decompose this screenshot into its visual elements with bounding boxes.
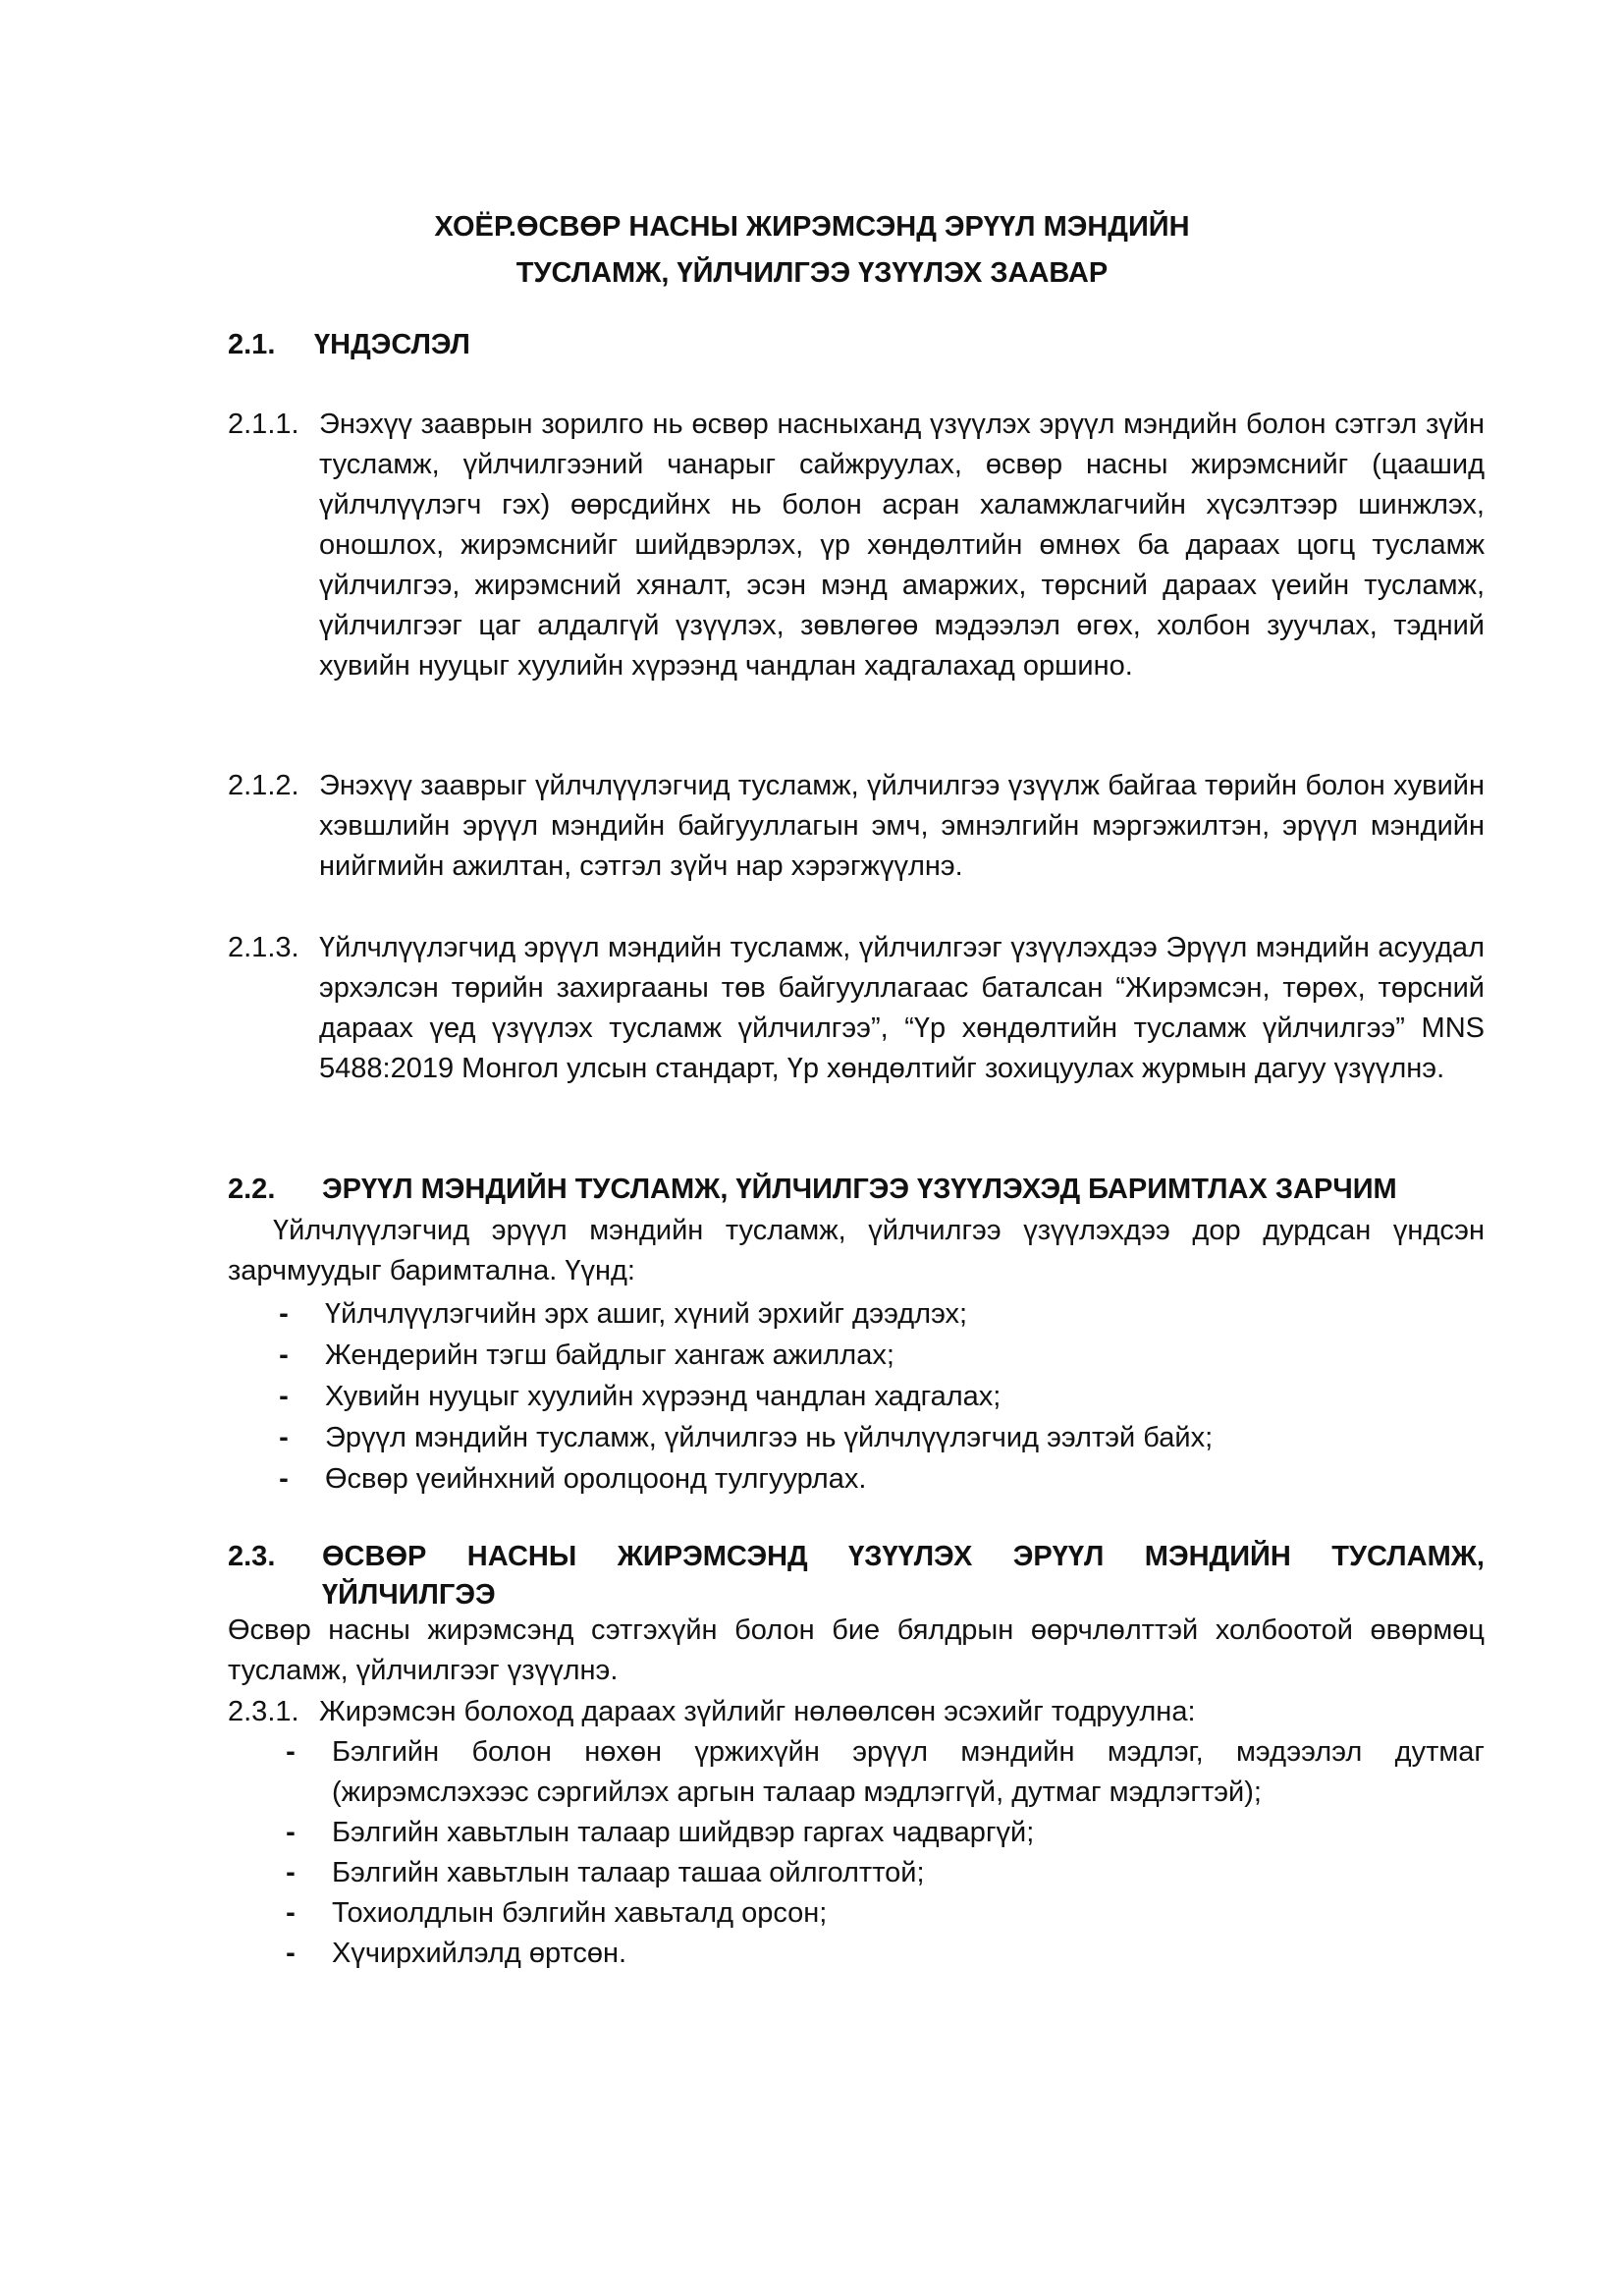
- title-line-2: ТУСЛАМЖ, ҮЙЛЧИЛГЭЭ ҮЗҮҮЛЭХ ЗААВАР: [515, 257, 1109, 289]
- list-item: - Тохиолдлын бэлгийн хавьталд орсон;: [286, 1897, 828, 1929]
- list-item: - Өсвөр үеийнхний оролцоонд тулгуурлах.: [279, 1463, 867, 1495]
- document-title: [0, 204, 1624, 297]
- item-number: 2.1.2.: [228, 770, 299, 801]
- section-number: 2.1.: [228, 329, 276, 360]
- list-item: - Бэлгийн хавьтлын талаар ташаа ойлголттой;: [286, 1857, 925, 1888]
- section-2-3-intro: Өсвөр насны жирэмсэнд сэтгэхүйн болон бие бялдрын өөрчлөлттэй холбоотой өвөрмөц тусламж, үйлчилгээг үзүүлнэ.: [228, 1614, 1485, 1686]
- item-2-3-1-text: Жирэмсэн болоход дараах зүйлийг нөлөөлсөн эсэхийг тодруулна:: [319, 1696, 1196, 1727]
- title-line-1: ХОЁР.ӨСВӨР НАСНЫ ЖИРЭМСЭНД ЭРҮҮЛ МЭНДИЙН: [434, 211, 1190, 243]
- item-number: 2.1.3.: [228, 932, 299, 963]
- section-2-2-intro: Үйлчлүүлэгчид эрүүл мэндийн тусламж, үйлчилгээ үзүүлэхдээ дор дурдсан үндсэн зарчмуудыг баримтална. Үүнд:: [228, 1215, 1485, 1286]
- list-item: - Бэлгийн хавьтлын талаар шийдвэр гаргах чадваргүй;: [286, 1817, 1035, 1848]
- factors-list: [281, 1732, 1485, 1974]
- item-number: 2.3.1.: [228, 1696, 299, 1727]
- list-item: - Бэлгийн болон нөхөн үржихүйн эрүүл мэндийн мэдлэг, мэдээлэл дутмаг (жирэмслэхээс сэргийлэх аргын талаар мэдлэггүй, дутмаг мэдлэгтэй);: [286, 1736, 1485, 1808]
- section-title-line-1: ӨСВӨР НАСНЫ ЖИРЭМСЭНД ҮЗҮҮЛЭХ ЭРҮҮЛ МЭНДИЙН ТУСЛАМЖ,: [322, 1541, 1485, 1572]
- item-2-1-3-text: Үйлчлүүлэгчид эрүүл мэндийн тусламж, үйлчилгээг үзүүлэхдээ Эрүүл мэндийн асуудал эрхэлсэн төрийн захиргааны төв байгууллагаас баталсан “Жирэмсэн, төрөх, төрсний дараах үед үзүүлэх тусламж үйлчилгээ”, “Үр хөндөлтийн тусламж үйлчилгээ” MNS 5488:2019 Монгол улсын стандарт, Үр хөндөлтийг зохицуулах журмын дагуу үзүүлнэ.: [319, 932, 1485, 1084]
- list-item: - Хүчирхийлэлд өртсөн.: [286, 1938, 627, 1969]
- list-item: - Хувийн нууцыг хуулийн хүрээнд чандлан хадгалах;: [279, 1381, 1001, 1412]
- section-number: 2.2.: [228, 1174, 276, 1205]
- list-item: - Эрүүл мэндийн тусламж, үйлчилгээ нь үйлчлүүлэгчид ээлтэй байх;: [279, 1422, 1214, 1453]
- list-item: - Жендерийн тэгш байдлыг хангаж ажиллах;: [279, 1339, 894, 1371]
- item-number: 2.1.1.: [228, 409, 299, 440]
- item-2-1-2-text: Энэхүү зааврыг үйлчлүүлэгчид тусламж, үйлчилгээ үзүүлж байгаа төрийн болон хувийн хэвшлийн эрүүл мэндийн байгууллагын эмч, эмнэлгийн мэргэжилтэн, эрүүл мэндийн нийгмийн ажилтан, сэтгэл зүйч нар хэрэгжүүлнэ.: [319, 770, 1485, 882]
- section-title: ҮНДЭСЛЭЛ: [314, 329, 470, 360]
- principles-list: [274, 1293, 1485, 1500]
- item-2-1-1-text: Энэхүү зааврын зорилго нь өсвөр насныханд үзүүлэх эрүүл мэндийн болон сэтгэл зүйн тусламж, үйлчилгээний чанарыг сайжруулах, өсвөр насны жирэмснийг (цаашид үйлчлүүлэгч гэх) өөрсдийнх нь болон асран халамжлагчийн хүсэлтээр шинжлэх, оношлох, жирэмснийг шийдвэрлэх, үр хөндөлтийн өмнөх ба дараах цогц тусламж үйлчилгээ, жирэмсний хяналт, эсэн мэнд амаржих, төрсний дараах үеийн тусламж, үйлчилгээг цаг алдалгүй үзүүлэх, зөвлөгөө мэдээлэл өгөх, холбон зуучлах, тэдний хувийн нууцыг хуулийн хүрээнд чандлан хадгалахад оршино.: [319, 409, 1485, 682]
- section-number: 2.3.: [228, 1541, 276, 1572]
- section-title: ЭРҮҮЛ МЭНДИЙН ТУСЛАМЖ, ҮЙЛЧИЛГЭЭ ҮЗҮҮЛЭХЭД БАРИМТЛАХ ЗАРЧИМ: [322, 1174, 1397, 1205]
- list-item: - Үйлчлүүлэгчийн эрх ашиг, хүний эрхийг дээдлэх;: [279, 1298, 968, 1330]
- section-title-line-2: ҮЙЛЧИЛГЭЭ: [322, 1579, 496, 1611]
